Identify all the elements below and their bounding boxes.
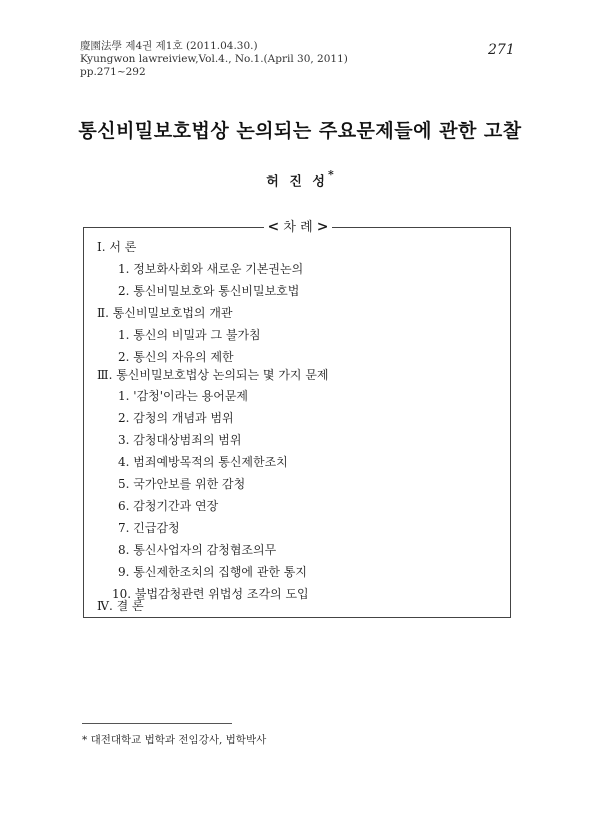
toc-section-3-1: 1. '감청'이라는 용어문제 <box>118 389 249 403</box>
toc-section-1-1: 1. 정보화사회와 새로운 기본권논의 <box>118 262 304 276</box>
article-title: 통신비밀보호법상 논의되는 주요문제들에 관한 고찰 <box>78 120 522 142</box>
author-footnote-mark: * <box>327 168 334 181</box>
journal-info <box>80 40 348 79</box>
journal-line-3: pp.271~292 <box>80 66 146 78</box>
toc-section-2: Ⅱ. 통신비밀보호법의 개관 <box>97 306 233 320</box>
toc-heading-right-bracket: > <box>316 219 329 235</box>
toc-section-3-3: 3. 감청대상범죄의 범위 <box>118 433 242 447</box>
journal-line-1: 慶園法學 제4권 제1호 (2011.04.30.) <box>80 40 258 52</box>
author-name: 허 진 성 <box>266 174 328 190</box>
toc-section-3-2: 2. 감청의 개념과 범위 <box>118 411 234 425</box>
toc-section-1-2: 2. 통신비밀보호와 통신비밀보호법 <box>118 284 300 298</box>
toc-section-3-10: 10. 불법감청관련 위법성 조각의 도입 <box>112 587 309 601</box>
toc-section-3-6: 6. 감청기간과 연장 <box>118 499 219 513</box>
toc-heading <box>264 216 332 235</box>
page-number: 271 <box>488 42 515 58</box>
toc-section-3-5: 5. 국가안보를 위한 감청 <box>118 477 246 491</box>
toc-section-3-9: 9. 통신제한조치의 집행에 관한 통지 <box>118 565 307 579</box>
toc-section-1: Ⅰ. 서 론 <box>97 240 137 254</box>
author-line <box>0 170 600 189</box>
toc-section-3-7: 7. 긴급감청 <box>118 521 180 535</box>
author-footnote: * 대전대학교 법학과 전임강사, 법학박사 <box>82 734 267 746</box>
toc-heading-label: 차 례 <box>283 220 313 235</box>
journal-line-2: Kyungwon lawreiview,Vol.4., No.1.(April 30, 2011) <box>80 53 348 65</box>
toc-section-2-2: 2. 통신의 자유의 제한 <box>118 350 234 364</box>
toc-section-4: Ⅳ. 결 론 <box>97 599 144 613</box>
toc-section-3: Ⅲ. 통신비밀보호법상 논의되는 몇 가지 문제 <box>97 368 329 382</box>
toc-section-3-4: 4. 범죄예방목적의 통신제한조치 <box>118 455 288 469</box>
toc-section-3-8: 8. 통신사업자의 감청협조의무 <box>118 543 277 557</box>
toc-section-2-1: 1. 통신의 비밀과 그 불가침 <box>118 328 261 342</box>
footnote-divider <box>82 723 232 724</box>
toc-heading-left-bracket: < <box>267 219 280 235</box>
